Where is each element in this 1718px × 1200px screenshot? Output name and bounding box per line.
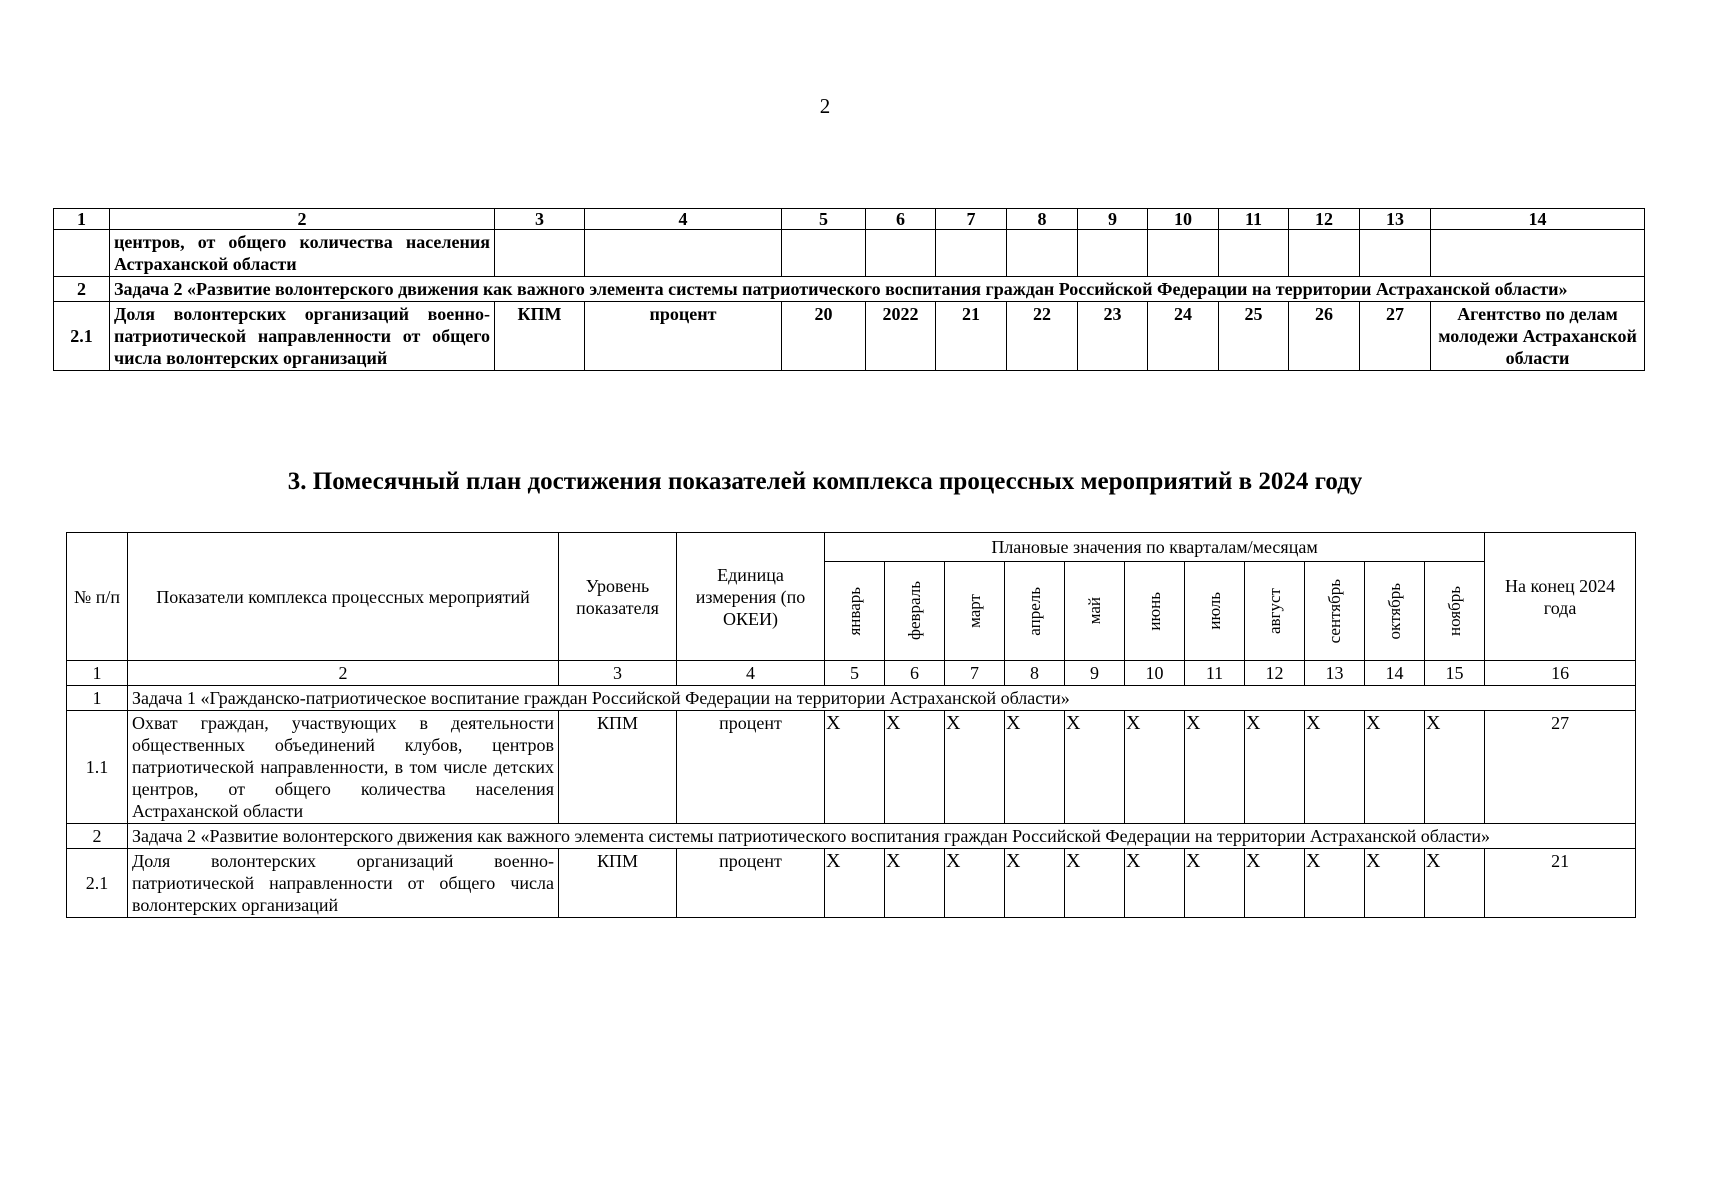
col-number: 5 (825, 661, 885, 686)
col-number: 14 (1365, 661, 1425, 686)
month-value: X (1425, 711, 1485, 824)
value-cell: 20 (782, 302, 866, 371)
column-number-row (67, 661, 1636, 686)
month-value: X (1305, 711, 1365, 824)
task-row (67, 686, 1636, 711)
unit: процент (585, 302, 782, 371)
col-number: 5 (782, 209, 866, 230)
col-number: 2 (128, 661, 559, 686)
month-header: февраль (885, 562, 945, 661)
header-unit: Единица измерения (по ОКЕИ) (677, 533, 825, 661)
month-value: X (885, 711, 945, 824)
month-value: X (1365, 711, 1425, 824)
month-value: X (1425, 849, 1485, 918)
month-value: X (825, 711, 885, 824)
month-value: X (1125, 711, 1185, 824)
month-value: X (945, 711, 1005, 824)
col-number: 7 (936, 209, 1007, 230)
month-value: X (1245, 849, 1305, 918)
month-value: X (1005, 849, 1065, 918)
month-value: X (1305, 849, 1365, 918)
month-header: октябрь (1365, 562, 1425, 661)
month-header: апрель (1005, 562, 1065, 661)
value-cell: 21 (936, 302, 1007, 371)
col-number: 11 (1219, 209, 1289, 230)
cell-empty (1289, 230, 1360, 277)
unit: процент (677, 711, 825, 824)
indicator-level: КПМ (559, 849, 677, 918)
value-cell: 27 (1360, 302, 1431, 371)
indicator-name: Доля волонтерских организаций военно-патриотической направленности от общего числа волонтерских организаций (110, 302, 495, 371)
cell-empty (495, 230, 585, 277)
cell-empty (782, 230, 866, 277)
month-value: X (1185, 849, 1245, 918)
header-num: № п/п (67, 533, 128, 661)
task-number: 2 (67, 824, 128, 849)
task-number: 1 (67, 686, 128, 711)
value-cell: 24 (1148, 302, 1219, 371)
cell-empty (936, 230, 1007, 277)
column-number-row (54, 209, 1645, 230)
indicator-name: Доля волонтерских организаций военно-патриотической направленности от общего числа волонтерских организаций (128, 849, 559, 918)
cell-empty (1007, 230, 1078, 277)
col-number: 10 (1125, 661, 1185, 686)
indicator-name: Охват граждан, участвующих в деятельности общественных объединений клубов, центров патриотической направленности, в том числе детских центров, от общего количества населения Астраханской области (128, 711, 559, 824)
task-text: Задача 2 «Развитие волонтерского движения как важного элемента системы патриотического воспитания граждан Российской Федерации на территории Астраханской области» (128, 824, 1636, 849)
col-number: 2 (110, 209, 495, 230)
header-year-end: На конец 2024 года (1485, 533, 1636, 661)
value-cell: 23 (1078, 302, 1148, 371)
col-number: 8 (1005, 661, 1065, 686)
col-number: 10 (1148, 209, 1219, 230)
month-header: июль (1185, 562, 1245, 661)
month-value: X (1125, 849, 1185, 918)
cell-empty (585, 230, 782, 277)
month-header: январь (825, 562, 885, 661)
cell-empty (1148, 230, 1219, 277)
col-number: 4 (585, 209, 782, 230)
col-number: 13 (1305, 661, 1365, 686)
header-level: Уровень показателя (559, 533, 677, 661)
col-number: 14 (1431, 209, 1645, 230)
header-plan-values: Плановые значения по кварталам/месяцам (825, 533, 1485, 562)
col-number: 9 (1065, 661, 1125, 686)
col-number: 16 (1485, 661, 1636, 686)
col-number: 4 (677, 661, 825, 686)
indicator-level: КПМ (495, 302, 585, 371)
year-end-value: 21 (1485, 849, 1636, 918)
month-value: X (1245, 711, 1305, 824)
value-cell: 22 (1007, 302, 1078, 371)
table-row (54, 230, 1645, 277)
row-number: 2.1 (67, 849, 128, 918)
col-number: 1 (54, 209, 110, 230)
indicator-name-continued: центров, от общего количества населения Астраханской области (110, 230, 495, 277)
monthly-plan-table (66, 532, 1636, 918)
header-row (67, 533, 1636, 562)
col-number: 12 (1245, 661, 1305, 686)
table-row (67, 849, 1636, 918)
unit: процент (677, 849, 825, 918)
month-value: X (1365, 849, 1425, 918)
col-number: 3 (559, 661, 677, 686)
table-row (54, 302, 1645, 371)
cell-empty (1360, 230, 1431, 277)
cell-empty (1078, 230, 1148, 277)
header-indicator: Показатели комплекса процессных мероприятий (128, 533, 559, 661)
responsible-agency: Агентство по делам молодежи Астраханской области (1431, 302, 1645, 371)
value-cell: 2022 (866, 302, 936, 371)
month-value: X (945, 849, 1005, 918)
col-number: 6 (866, 209, 936, 230)
value-cell: 25 (1219, 302, 1289, 371)
month-value: X (1065, 711, 1125, 824)
month-header: ноябрь (1425, 562, 1485, 661)
task-text: Задача 2 «Развитие волонтерского движения как важного элемента системы патриотического воспитания граждан Российской Федерации на территории Астраханской области» (110, 277, 1645, 302)
month-header: март (945, 562, 1005, 661)
task-row (67, 824, 1636, 849)
month-header: май (1065, 562, 1125, 661)
col-number: 7 (945, 661, 1005, 686)
col-number: 11 (1185, 661, 1245, 686)
col-number: 15 (1425, 661, 1485, 686)
cell-empty (54, 230, 110, 277)
col-number: 6 (885, 661, 945, 686)
month-value: X (885, 849, 945, 918)
page-number: 2 (819, 94, 831, 118)
cell-empty (1431, 230, 1645, 277)
month-value: X (1065, 849, 1125, 918)
month-header: июнь (1125, 562, 1185, 661)
table-row (67, 711, 1636, 824)
task-text: Задача 1 «Гражданско-патриотическое воспитание граждан Российской Федерации на территории Астраханской области» (128, 686, 1636, 711)
task-row (54, 277, 1645, 302)
col-number: 1 (67, 661, 128, 686)
month-value: X (1005, 711, 1065, 824)
month-header: сентябрь (1305, 562, 1365, 661)
row-number: 1.1 (67, 711, 128, 824)
indicators-table-continued (53, 208, 1645, 371)
col-number: 8 (1007, 209, 1078, 230)
col-number: 3 (495, 209, 585, 230)
cell-empty (866, 230, 936, 277)
section-title: 3. Помесячный план достижения показателей комплекса процессных мероприятий в 2024 году (287, 468, 1363, 495)
row-number: 2.1 (54, 302, 110, 371)
task-number: 2 (54, 277, 110, 302)
month-value: X (1185, 711, 1245, 824)
month-header: август (1245, 562, 1305, 661)
col-number: 12 (1289, 209, 1360, 230)
cell-empty (1219, 230, 1289, 277)
month-value: X (825, 849, 885, 918)
col-number: 13 (1360, 209, 1431, 230)
year-end-value: 27 (1485, 711, 1636, 824)
value-cell: 26 (1289, 302, 1360, 371)
indicator-level: КПМ (559, 711, 677, 824)
col-number: 9 (1078, 209, 1148, 230)
